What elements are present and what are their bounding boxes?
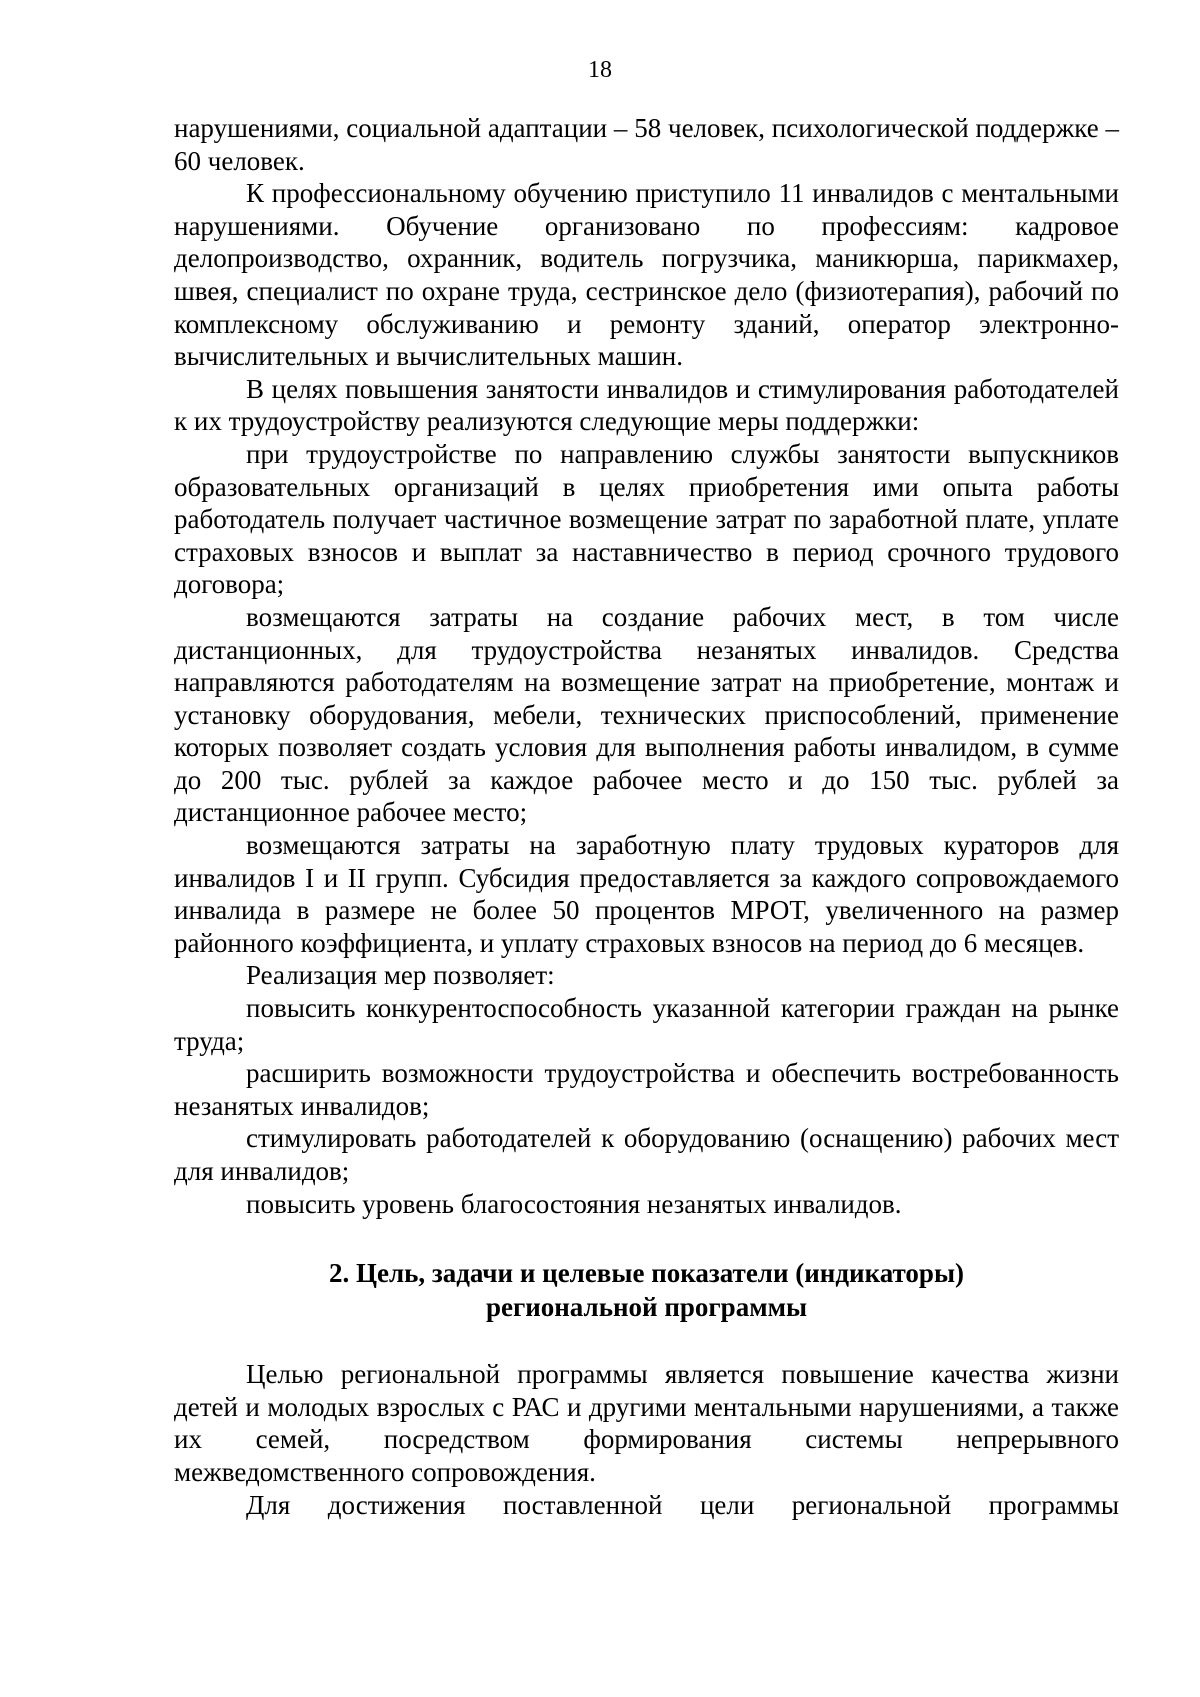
- paragraph-program-goal: Целью региональной программы является повышение качества жизни детей и молодых взрослых с РАС и другими ментальными нарушениями, а также их семей, посредством формирования системы непрерывного межведомственного сопровождения.: [174, 1359, 1119, 1487]
- paragraph-competitiveness: повысить конкурентоспособность указанной категории граждан на рынке труда;: [174, 993, 1119, 1056]
- paragraph-expand-opportunities: расширить возможности трудоустройства и обеспечить востребованность незанятых инвалидов;: [174, 1058, 1119, 1121]
- paragraph-vocational-training: К профессиональному обучению приступило 11 инвалидов с ментальными нарушениями. Обучение организовано по профессиям: кадровое делопроизводство, охранник, водитель погрузчика, маникюрша, парикмахер, швея, специалист по охране труда, сестринское дело (физиотерапия), рабочий по комплексному обслуживанию и ремонту зданий, оператор электронно-вычислительных и вычислительных машин.: [174, 178, 1119, 372]
- section-heading-line-2: региональной программы: [485, 1292, 808, 1323]
- paragraph-curator-wages: возмещаются затраты на заработную плату трудовых кураторов для инвалидов I и II групп. Субсидия предоставляется за каждого сопровождаемого инвалида в размере не более 50 процентов МРОТ, увеличенного на размер районного коэффициента, и уплату страховых взносов на период до 6 месяцев.: [174, 830, 1119, 958]
- paragraph-disorders-adaptation: нарушениями, социальной адаптации – 58 человек, психологической поддержке – 60 человек.: [174, 113, 1119, 176]
- paragraph-measures-allow: Реализация мер позволяет:: [246, 960, 555, 991]
- paragraph-welfare: повысить уровень благосостояния незанятых инвалидов.: [246, 1188, 902, 1219]
- paragraph-employment-support-intro: В целях повышения занятости инвалидов и стимулирования работодателей к их трудоустройству реализуются следующие меры поддержки:: [174, 373, 1119, 437]
- section-heading: [174, 1256, 1119, 1324]
- page-number: 18: [588, 57, 612, 83]
- paragraph-goal-achievement: Для достижения поставленной цели региональной программы: [246, 1489, 1119, 1520]
- paragraph-graduate-employment: при трудоустройстве по направлению службы занятости выпускников образовательных организаций в целях приобретения ими опыта работы работодатель получает частичное возмещение затрат по заработной плате, уплате страховых взносов и выплат за наставничество в период срочного трудового договора;: [174, 438, 1119, 600]
- paragraph-stimulate-employers: стимулировать работодателей к оборудованию (оснащению) рабочих мест для инвалидов;: [174, 1123, 1119, 1186]
- document-body: [174, 112, 1119, 1521]
- paragraph-workplace-costs: возмещаются затраты на создание рабочих мест, в том числе дистанционных, для трудоустройства незанятых инвалидов. Средства направляются работодателям на возмещение затрат на приобретение, монтаж и установку оборудования, мебели, технических приспособлений, применение которых позволяет создать условия для выполнения работы инвалидом, в сумме до 200 тыс. рублей за каждое рабочее место и до 150 тыс. рублей за дистанционное рабочее место;: [174, 601, 1119, 828]
- section-heading-line-1: 2. Цель, задачи и целевые показатели (индикаторы): [328, 1258, 965, 1289]
